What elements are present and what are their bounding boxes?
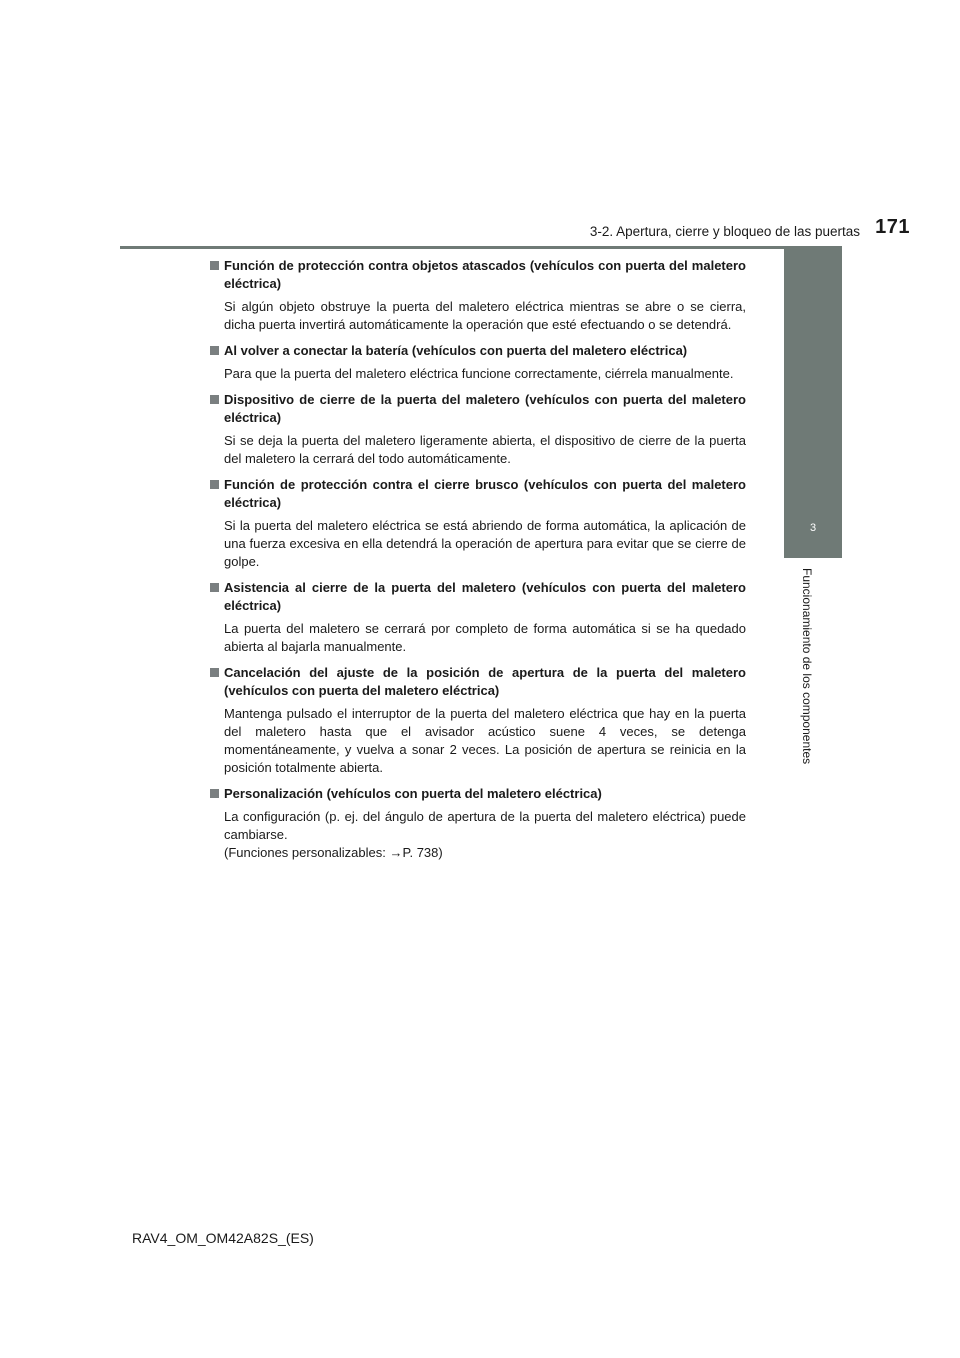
- section-title: 3-2. Apertura, cierre y bloqueo de las puertas: [589, 224, 860, 239]
- chapter-tab: 3: [784, 499, 842, 558]
- square-bullet-icon: [210, 346, 219, 355]
- item-title: Cancelación del ajuste de la posición de apertura de la puerta del maletero (vehículos con puerta del maletero eléctrica): [210, 664, 746, 700]
- square-bullet-icon: [210, 261, 219, 270]
- square-bullet-icon: [210, 789, 219, 798]
- page-reference-link[interactable]: (Funciones personalizables: →P. 738): [224, 845, 443, 860]
- page-number: 171: [875, 216, 910, 238]
- item-body: Si algún objeto obstruye la puerta del maletero eléctrica mientras se abre o se cierra, dicha puerta invertirá automáticamente la operación que esté efectuando o se detendrá.: [224, 299, 746, 332]
- chapter-side-bar: [784, 246, 842, 499]
- item-title: Función de protección contra el cierre brusco (vehículos con puerta del maletero eléctrica): [210, 476, 746, 512]
- list-item: [210, 579, 746, 656]
- list-item: [210, 257, 746, 334]
- list-item: [210, 391, 746, 468]
- item-body: Para que la puerta del maletero eléctrica funcione correctamente, ciérrela manualmente.: [224, 366, 734, 381]
- item-title: Al volver a conectar la batería (vehículos con puerta del maletero eléctrica): [210, 342, 746, 360]
- chapter-label: Funcionamiento de los componentes: [800, 568, 814, 765]
- document-code: RAV4_OM_OM42A82S_(ES): [132, 1230, 314, 1246]
- square-bullet-icon: [210, 395, 219, 404]
- item-body: Si la puerta del maletero eléctrica se está abriendo de forma automática, la aplicación de una fuerza excesiva en ella detendrá la operación de apertura para evitar que se cierre de golpe.: [224, 518, 746, 569]
- item-body: La puerta del maletero se cerrará por completo de forma automática si se ha quedado abierta al bajarla manualmente.: [224, 621, 746, 654]
- square-bullet-icon: [210, 668, 219, 677]
- square-bullet-icon: [210, 480, 219, 489]
- page-header: [120, 0, 842, 249]
- square-bullet-icon: [210, 583, 219, 592]
- item-body: Mantenga pulsado el interruptor de la puerta del maletero eléctrica que hay en la puerta del maletero hasta que el avisador acústico suene 4 veces, se detenga momentáneamente, y vuelva a sonar 2 veces. La posición de apertura se reinicia en la posición totalmente abierta.: [224, 706, 746, 775]
- list-item: [210, 476, 746, 571]
- list-item: [210, 785, 746, 862]
- item-title: Asistencia al cierre de la puerta del maletero (vehículos con puerta del maletero eléctrica): [210, 579, 746, 615]
- item-title: Dispositivo de cierre de la puerta del maletero (vehículos con puerta del maletero eléctrica): [210, 391, 746, 427]
- list-item: [210, 664, 746, 777]
- list-item: [210, 342, 746, 383]
- page-content: [210, 257, 746, 870]
- item-title: Personalización (vehículos con puerta del maletero eléctrica): [210, 785, 746, 803]
- item-body: La configuración (p. ej. del ángulo de apertura de la puerta del maletero eléctrica) puede cambiarse. (Funciones personalizables: →P. 738): [224, 809, 746, 860]
- item-title: Función de protección contra objetos atascados (vehículos con puerta del maletero eléctrica): [210, 257, 746, 293]
- item-body: Si se deja la puerta del maletero ligeramente abierta, el dispositivo de cierre de la puerta del maletero la cerrará del todo automáticamente.: [224, 433, 746, 466]
